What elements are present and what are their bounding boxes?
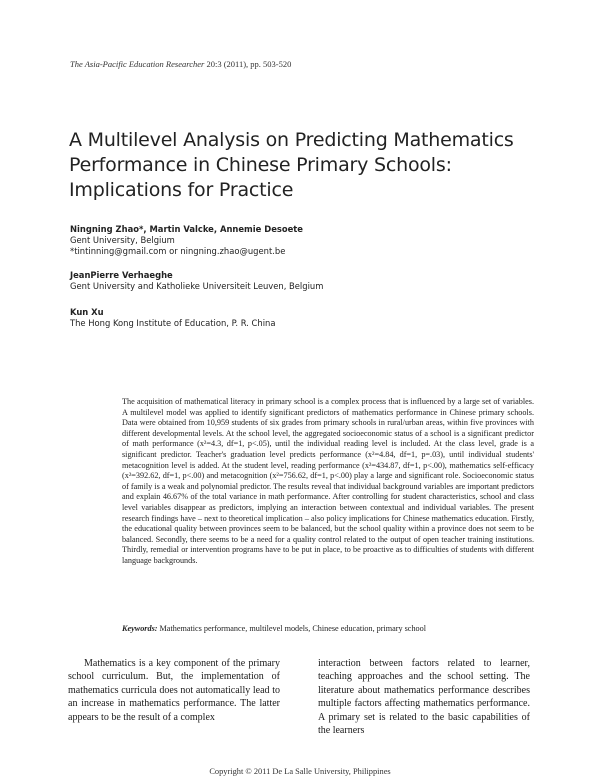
author-affiliation: The Hong Kong Institute of Education, P. R. China <box>70 318 276 328</box>
author-group-2 <box>70 270 510 292</box>
author-names: Kun Xu <box>70 307 104 317</box>
author-affiliation: Gent University, Belgium <box>70 235 175 245</box>
author-group-1 <box>70 224 510 257</box>
abstract: The acquisition of mathematical literacy in primary school is a complex process that is influenced by a large set of variables. A multilevel model was applied to identify significant predictors of mathematics performance in Chinese primary schools. Data were obtained from 10,959 students of six grades from primary schools in rural/urban areas, within five provinces with different developmental levels. At the school level, the aggregated socioeconomic status of a school is a significant predictor of math performance (x²=4.3, df=1, p<.05), until the individual reading level is included. At the class level, grade is a significant predictor. Teacher's graduation level predicts performance (x²=4.84, df=1, p=.03), until individual students' metacognition level is added. At the student level, reading performance (x²=434.87, df=1, p<.00), mathematics self-efficacy (x²=392.62, df=1, p<.00) and metacognition (x²=756.62, df=1, p<.00) play a large and significant role. Socioeconomic status of family is a weak and polynomial predictor. The results reveal that individual background variables are important predictors and explain 46.67% of the total variance in math performance. After controlling for student characteristics, school and class level variables disappear as predictors, implying an interaction between contextual and individual variables. The present research findings have – next to theoretical implication – also policy implications for Chinese mathematics education. Firstly, the educational quality between provinces seem to be balanced, but the school quality within a province does not seem to be balanced. Secondly, there seems to be a need for a quality control related to the output of open teacher training institutions. Thirdly, remedial or intervention programs have to be put in place, to be proactive as to difficulties of students with different language backgrounds. <box>122 397 534 565</box>
title-line: Performance in Chinese Primary Schools: <box>69 154 452 176</box>
journal-issue: 20:3 (2011), pp. 503-520 <box>206 59 292 69</box>
author-names: Ningning Zhao*, Martin Valcke, Annemie Desoete <box>70 224 303 234</box>
body-column-right: interaction between factors related to learner, teaching approaches and the school setting. The literature about mathematics performance describes multiple factors affecting mathematics performance. A primary set is related to the basic capabilities of the learners <box>318 658 530 737</box>
journal-citation <box>70 59 291 69</box>
author-email: *tintinning@gmail.com or ningning.zhao@ugent.be <box>70 246 286 256</box>
title-line: A Multilevel Analysis on Predicting Mathematics <box>69 129 514 151</box>
keywords <box>122 624 534 633</box>
author-group-3 <box>70 307 510 329</box>
journal-name: The Asia-Pacific Education Researcher <box>70 59 205 69</box>
author-names: JeanPierre Verhaeghe <box>70 270 173 280</box>
paper-title <box>69 128 539 203</box>
copyright-footer: Copyright © 2011 De La Salle University, Philippines <box>209 767 391 776</box>
author-affiliation: Gent University and Katholieke Universiteit Leuven, Belgium <box>70 281 324 291</box>
keywords-text: Mathematics performance, multilevel models, Chinese education, primary school <box>159 624 427 633</box>
keywords-label: Keywords: <box>122 624 158 633</box>
body-column-left: Mathematics is a key component of the primary school curriculum. But, the implementation of mathematics curricula does not automatically lead to an increase in mathematics performance. The latter appears to be the result of a complex <box>68 658 280 723</box>
title-line: Implications for Practice <box>69 179 294 201</box>
